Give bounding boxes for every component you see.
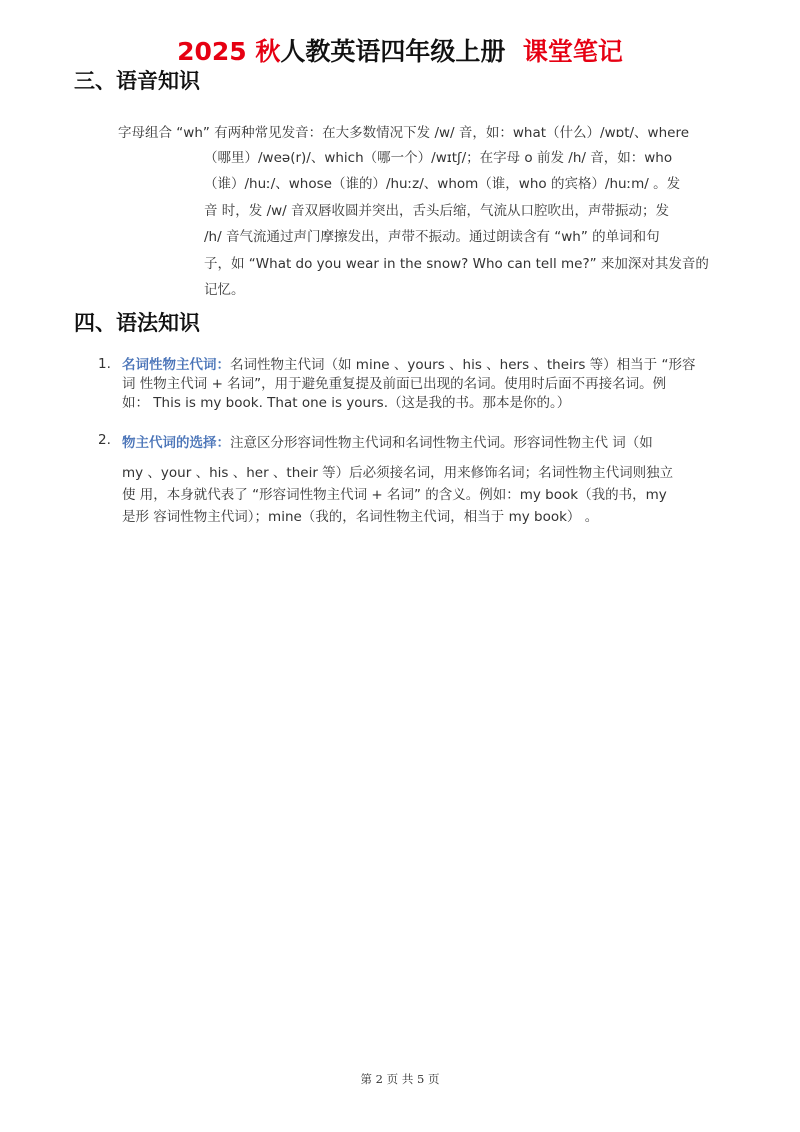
item-line: 是形 容词性物主代词）；mine（我的，名词性物主代词，相当于 my book） 。 bbox=[122, 509, 599, 525]
item-line: 名词性物主代词（如 mine 、yours 、his 、hers 、theirs 等）相当于 “形容 bbox=[230, 357, 696, 373]
section3-paragraph bbox=[204, 145, 709, 303]
section3-line: （谁）/huː/、whose（谁的）/huːz/、whom（谁，who 的宾格）/huːm/ 。发 bbox=[204, 176, 681, 193]
section3-line: /h/ 音气流通过声门摩擦发出，声带不振动。通过朗读含有 “wh” 的单词和句 bbox=[204, 229, 660, 246]
section3-line: 子，如 “What do you wear in the snow? Who can tell me?” 来加深对其发音的 bbox=[204, 255, 709, 272]
section3-line: （哪里）/weə(r)/、which（哪一个）/wɪtʃ/；在字母 o 前发 /h/ 音，如：who bbox=[204, 150, 673, 166]
title-notes: 课堂笔记 bbox=[522, 37, 623, 66]
section3-line: 记忆。 bbox=[204, 282, 245, 299]
list-item-body bbox=[122, 356, 695, 413]
document-title bbox=[0, 34, 800, 70]
item-line: my 、your 、his 、her 、their 等）后必须接名词，用来修饰名词；名词性物主代词则独立 bbox=[122, 465, 674, 481]
list-item-number: 2. bbox=[98, 432, 111, 448]
grammar-term: 名词性物主代词： bbox=[122, 357, 230, 373]
page-number: 第 2 页 共 5 页 bbox=[360, 1072, 440, 1086]
section3-heading: 三、语音知识 bbox=[74, 69, 200, 93]
section3-first-line bbox=[118, 119, 689, 147]
item-line: 注意区分形容词性物主代词和名词性物主代词。形容词性物主代 词（如 bbox=[230, 435, 653, 451]
grammar-term: 物主代词的选择： bbox=[122, 435, 230, 451]
section3-line: 字母组合 “wh” 有两种常见发音：在大多数情况下发 /w/ 音，如：what（什么）/wɒt/、where bbox=[118, 125, 690, 141]
list-item-number: 1. bbox=[98, 356, 111, 372]
item-line: 如： This is my book. That one is yours.（这是我的书。那本是你的。） bbox=[122, 395, 571, 411]
item-line: 使 用，本身就代表了 “形容词性物主代词 + 名词” 的含义。例如：my book（我的书，my bbox=[122, 487, 667, 503]
title-year-season: 2025 秋 bbox=[177, 37, 281, 66]
section4-heading: 四、语法知识 bbox=[74, 311, 200, 335]
item-line: 词 性物主代词 + 名词”，用于避免重复提及前面已出现的名词。使用时后面不再接名词。例 bbox=[122, 376, 667, 392]
list-item-body bbox=[122, 432, 673, 528]
title-course: 人教英语四年级上册 bbox=[280, 37, 506, 66]
section3-line: 音 时，发 /w/ 音双唇收圆并突出，舌头后缩，气流从口腔吹出，声带振动；发 bbox=[204, 202, 670, 219]
